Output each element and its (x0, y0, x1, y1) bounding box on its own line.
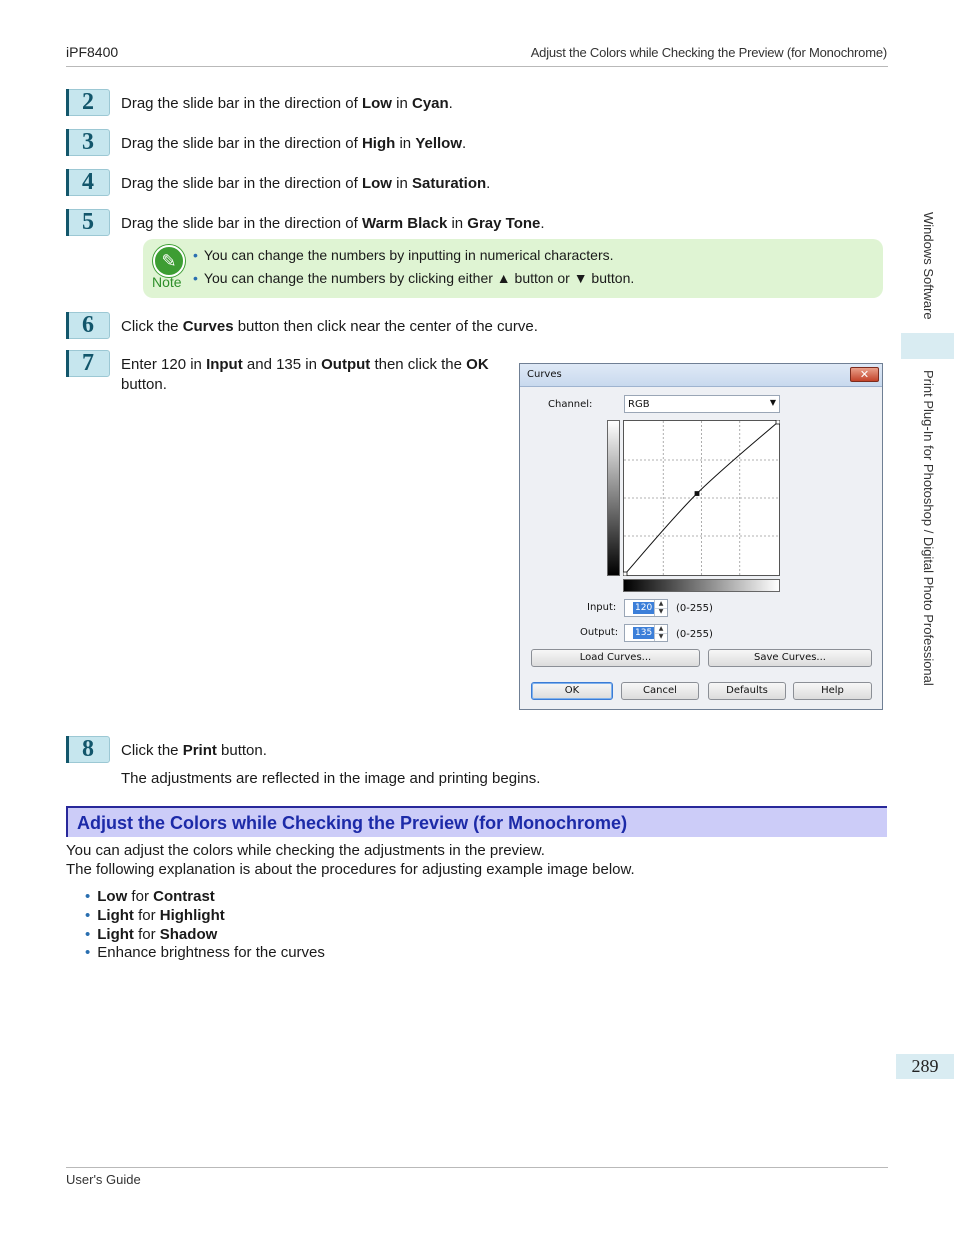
step-text: Drag the slide bar in the direction of Low in Cyan. (121, 95, 453, 112)
channel-value: RGB (628, 399, 650, 410)
list-item: • Light for Shadow (85, 926, 218, 943)
step-6 (66, 312, 886, 340)
stepper-up-icon[interactable]: ▲ (655, 625, 667, 634)
sidebar-subcategory: Print Plug-In for Photoshop / Digital Photo Professional (921, 370, 936, 686)
note-item: • You can change the numbers by clicking either ▲ button or ▼ button. (193, 270, 635, 286)
step-text: Click the Print button. (121, 742, 267, 759)
step-8 (66, 736, 886, 792)
step-number: 4 (66, 169, 110, 196)
list-item: • Low for Contrast (85, 888, 215, 905)
list-item: • Enhance brightness for the curves (85, 944, 325, 961)
dialog-title-bar (520, 364, 882, 387)
sidebar-category: Windows Software (921, 212, 936, 320)
input-gradient-bar (623, 579, 780, 592)
page-number: 289 (896, 1054, 954, 1079)
bullet-icon: • (85, 907, 91, 924)
step-result-text: The adjustments are reflected in the image and printing begins. (121, 770, 541, 787)
output-value: 135 (635, 628, 653, 638)
section-intro-2: The following explanation is about the procedures for adjusting example image below. (66, 861, 635, 878)
input-value: 120 (635, 603, 653, 613)
close-icon: ✕ (859, 368, 870, 381)
header-section-title: Adjust the Colors while Checking the Preview (for Monochrome) (530, 45, 887, 60)
step-text: Enter 120 in Input and 135 in Output then click the OK button. (121, 356, 489, 393)
step-number: 3 (66, 129, 110, 156)
note-box (143, 239, 883, 298)
chevron-down-icon: ▼ (769, 398, 776, 407)
pencil-icon: ✎ (153, 245, 185, 277)
step-number: 2 (66, 89, 110, 116)
step-2 (66, 89, 886, 117)
note-item: • You can change the numbers by inputting in numerical characters. (193, 247, 614, 263)
footer-divider (66, 1167, 888, 1168)
output-field[interactable] (624, 624, 668, 642)
input-range: (0-255) (676, 603, 713, 614)
footer-doc: User's Guide (66, 1172, 141, 1187)
defaults-button[interactable]: Defaults (708, 682, 786, 700)
bullet-icon: • (85, 888, 91, 905)
output-gradient-bar (607, 420, 620, 576)
curves-dialog (519, 363, 883, 710)
ok-button[interactable]: OK (531, 682, 613, 700)
list-item: • Light for Highlight (85, 907, 225, 924)
help-button[interactable]: Help (793, 682, 872, 700)
header-model: iPF8400 (66, 44, 119, 60)
close-button[interactable] (850, 367, 879, 382)
bullet-icon: • (85, 944, 91, 961)
curve-point (776, 420, 780, 424)
step-text: Drag the slide bar in the direction of High in Yellow. (121, 135, 467, 152)
bullet-icon: • (85, 926, 91, 943)
step-number: 5 (66, 209, 110, 236)
step-text: Drag the slide bar in the direction of Warm Black in Gray Tone. (121, 215, 545, 232)
output-stepper (654, 625, 667, 641)
curve-graph[interactable] (623, 420, 780, 576)
sidebar-tab (901, 333, 954, 359)
step-3 (66, 129, 886, 157)
step-number: 8 (66, 736, 110, 763)
load-curves-button[interactable]: Load Curves... (531, 649, 700, 667)
stepper-down-icon[interactable]: ▼ (658, 633, 664, 640)
bullet-icon: • (193, 270, 198, 286)
curve-point (695, 492, 699, 496)
input-field[interactable] (624, 599, 668, 617)
dialog-title: Curves (527, 369, 562, 380)
section-intro-1: You can adjust the colors while checking the adjustments in the preview. (66, 842, 545, 859)
step-number: 6 (66, 312, 110, 339)
output-range: (0-255) (676, 629, 713, 640)
input-stepper (654, 600, 667, 616)
step-text: Drag the slide bar in the direction of Low in Saturation. (121, 175, 491, 192)
curve-point (623, 572, 627, 576)
output-label: Output: (580, 627, 619, 638)
stepper-down-icon[interactable]: ▼ (658, 608, 664, 615)
header-divider (66, 66, 888, 67)
channel-label: Channel: (548, 399, 593, 410)
step-number: 7 (66, 350, 110, 377)
note-label: Note (152, 274, 182, 290)
stepper-up-icon[interactable]: ▲ (655, 600, 667, 609)
step-text: Click the Curves button then click near the center of the curve. (121, 318, 538, 335)
section-heading-text: Adjust the Colors while Checking the Preview (for Monochrome) (77, 813, 628, 833)
channel-select[interactable] (624, 395, 780, 413)
step-4 (66, 169, 886, 197)
input-label: Input: (587, 602, 617, 613)
step-5 (66, 209, 886, 237)
save-curves-button[interactable]: Save Curves... (708, 649, 872, 667)
bullet-icon: • (193, 247, 198, 263)
section-heading (66, 806, 887, 837)
cancel-button[interactable]: Cancel (621, 682, 699, 700)
